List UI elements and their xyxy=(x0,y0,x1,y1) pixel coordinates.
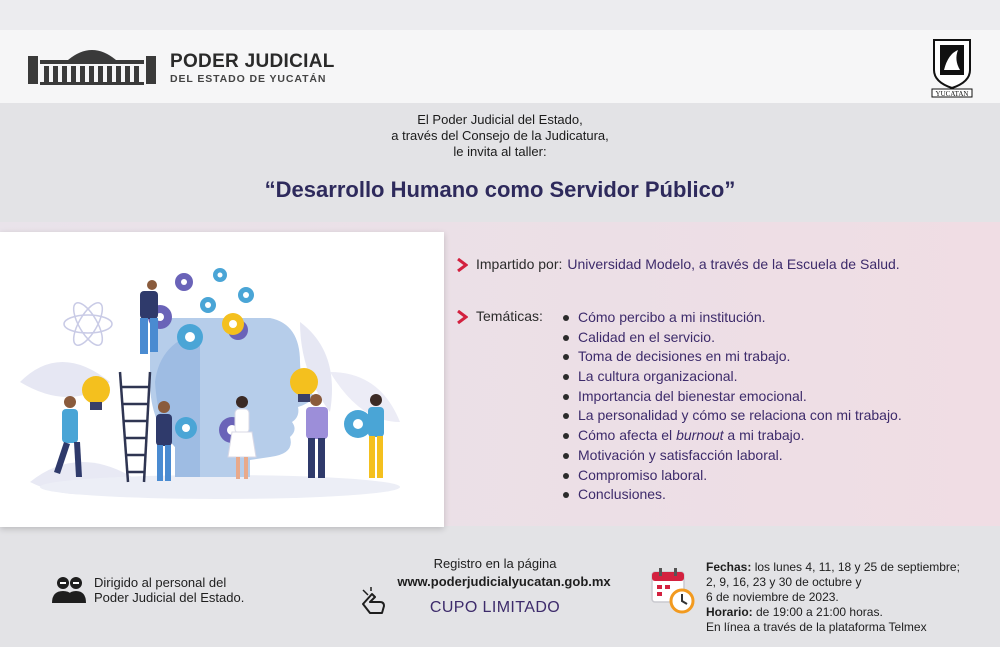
people-icon xyxy=(52,575,86,605)
burnout-term: burnout xyxy=(676,427,724,444)
platform-line: En línea a través de la plataforma Telmex xyxy=(706,620,927,634)
topic-item: Toma de decisiones en mi trabajo. xyxy=(563,348,902,368)
dates-line-3: 6 de noviembre de 2023. xyxy=(706,590,839,604)
illustration-panel xyxy=(0,232,444,527)
topic-item: Conclusiones. xyxy=(563,486,902,506)
shield-label: YUCATAN xyxy=(935,90,969,98)
topic-item: Cómo percibo a mi institución. xyxy=(563,309,902,329)
org-name: PODER JUDICIAL xyxy=(170,51,335,72)
audience-line-2: Poder Judicial del Estado. xyxy=(94,590,245,605)
topic-item: Cómo afecta el burnout a mi trabajo. xyxy=(563,427,902,447)
topic-item: Importancia del bienestar emocional. xyxy=(563,388,902,408)
header xyxy=(0,30,1000,103)
imparted-label: Impartido por: xyxy=(476,256,563,272)
chevron-right-icon xyxy=(456,310,468,324)
dates-line-2: 2, 9, 16, 23 y 30 de octubre y xyxy=(706,575,862,589)
intro-text xyxy=(300,112,700,160)
yucatan-shield-icon xyxy=(928,36,976,98)
audience-line-1: Dirigido al personal del xyxy=(94,575,227,590)
intro-line-2: a través del Consejo de la Judicatura, xyxy=(391,128,609,143)
imparted-value: Universidad Modelo, a través de la Escuela de Salud. xyxy=(567,256,900,272)
dates-line-1: Fechas: los lunes 4, 11, 18 y 25 de septiembre; xyxy=(706,560,960,574)
intro-line-3: le invita al taller: xyxy=(453,144,547,159)
calendar-clock-icon xyxy=(650,566,696,614)
topic-item: Calidad en el servicio. xyxy=(563,329,902,349)
topics-list xyxy=(563,309,902,506)
top-margin xyxy=(0,0,1000,30)
capacity-label: CUPO LIMITADO xyxy=(429,599,561,616)
schedule-line: Horario: de 19:00 a 21:00 horas. xyxy=(706,605,883,619)
register-url[interactable]: www.poderjudicialyucatan.gob.mx xyxy=(397,574,611,589)
topic-item: La cultura organizacional. xyxy=(563,368,902,388)
topics-row xyxy=(456,308,543,324)
intro-line-1: El Poder Judicial del Estado, xyxy=(417,112,583,127)
courthouse-building-icon xyxy=(28,42,156,86)
teamwork-head-illustration xyxy=(0,232,444,527)
topic-item: Compromiso laboral. xyxy=(563,467,902,487)
register-line: Registro en la página xyxy=(433,556,557,571)
chevron-right-icon xyxy=(456,258,468,272)
topic-item: Motivación y satisfacción laboral. xyxy=(563,447,902,467)
imparted-row xyxy=(456,256,900,272)
workshop-title: “Desarrollo Humano como Servidor Público” xyxy=(264,177,736,202)
org-subtitle: DEL ESTADO DE YUCATÁN xyxy=(170,73,327,85)
topic-item: La personalidad y cómo se relaciona con mi trabajo. xyxy=(563,407,902,427)
topics-label: Temáticas: xyxy=(476,308,543,324)
